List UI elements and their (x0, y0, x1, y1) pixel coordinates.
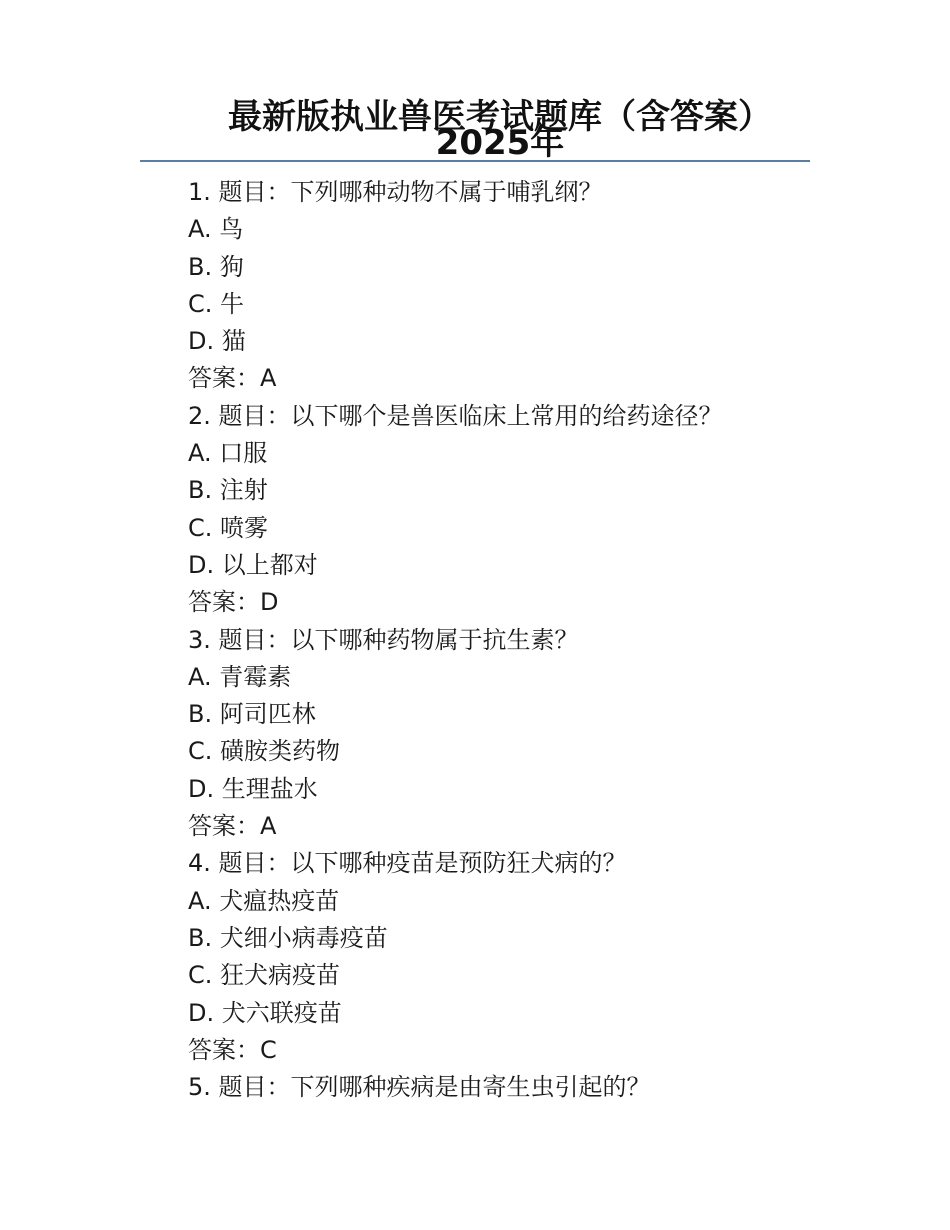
option-b: B. 狗 (188, 252, 244, 281)
title-divider (140, 160, 810, 162)
question-item (188, 622, 868, 846)
option-c: C. 牛 (188, 289, 245, 318)
option-b: B. 阿司匹林 (188, 700, 316, 729)
option-b: B. 注射 (188, 476, 268, 505)
question-text: 3. 题目：以下哪种药物属于抗生素？ (188, 625, 579, 654)
question-text: 2. 题目：以下哪个是兽医临床上常用的给药途径？ (188, 401, 723, 430)
question-text: 5. 题目：下列哪种疾病是由寄生虫引起的？ (188, 1073, 651, 1102)
question-list (188, 174, 868, 1106)
option-d: D. 以上都对 (188, 550, 318, 579)
question-item (188, 1069, 868, 1106)
option-a: A. 口服 (188, 439, 268, 468)
question-text: 4. 题目：以下哪种疫苗是预防狂犬病的？ (188, 849, 627, 878)
answer-text: 答案：D (188, 588, 279, 617)
option-a: A. 鸟 (188, 215, 244, 244)
option-c: C. 喷雾 (188, 513, 269, 542)
answer-text: 答案：A (188, 364, 277, 393)
answer-text: 答案：A (188, 812, 277, 841)
option-d: D. 犬六联疫苗 (188, 998, 342, 1027)
option-c: C. 磺胺类药物 (188, 737, 341, 766)
option-a: A. 青霉素 (188, 662, 292, 691)
question-item (188, 174, 868, 398)
option-a: A. 犬瘟热疫苗 (188, 886, 340, 915)
option-b: B. 犬细小病毒疫苗 (188, 923, 388, 952)
option-c: C. 狂犬病疫苗 (188, 961, 341, 990)
document-title: 最新版执业兽医考试题库（含答案）2025年 (228, 97, 772, 163)
option-d: D. 生理盐水 (188, 774, 318, 803)
question-item (188, 398, 868, 622)
answer-text: 答案：C (188, 1035, 277, 1064)
question-text: 1. 题目：下列哪种动物不属于哺乳纲？ (188, 178, 603, 206)
option-d: D. 猫 (188, 327, 246, 356)
question-item (188, 845, 868, 1069)
